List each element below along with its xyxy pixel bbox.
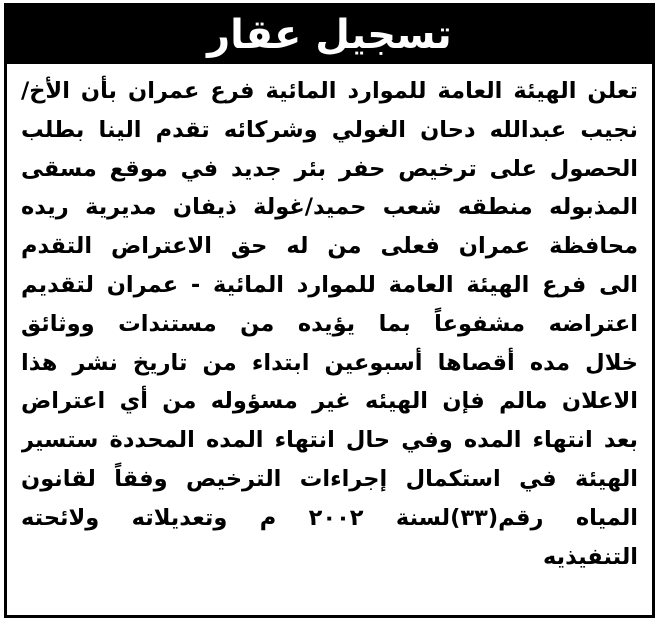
notice-line: اعتراضه مشفوعاً بما يؤيده من مستندات ووثائق [21, 310, 638, 337]
notice-line: تعلن الهيئة العامة للموارد المائية فرع عمران بأن الأخ/ [21, 78, 638, 104]
notice-line: خلال مده أقصاها أسبوعين ابتداء من تاريخ نشر هذا [21, 349, 638, 376]
notice-line: الهيئة في استكمال إجراءات الترخيص وفقاً لقانون [21, 465, 638, 492]
notice-line: الى فرع الهيئة العامة للموارد المائية - عمران لتقديم [21, 271, 638, 298]
notice-line: بعد انتهاء المده وفي حال انتهاء المده المحددة ستسير [21, 427, 638, 454]
notice-line: محافظة عمران فعلى من له حق الاعتراض التقدم [21, 233, 638, 260]
title-bar [7, 6, 652, 64]
notice-line: نجيب عبدالله دحان الغولي وشركائه تقدم الينا بطلب [21, 116, 638, 143]
notice-title: تسجيل عقار [207, 12, 452, 58]
notice-line: التنفيذيه [543, 543, 638, 570]
notice-line: المياه رقم(٣٣)لسنة ٢٠٠٢ م وتعديلاته ولائحته [21, 504, 638, 531]
notice-line: الحصول على ترخيص حفر بئر جديد في موقع مسقى [21, 155, 638, 182]
notice-line: الاعلان مالم فإن الهيئه غير مسؤوله من أي اعتراض [21, 388, 638, 415]
notice-line: المذبوله منطقه شعب حميد/غولة ذيفان مديرية ريده [21, 194, 638, 221]
notice-frame [4, 3, 655, 618]
notice-body [21, 72, 638, 576]
